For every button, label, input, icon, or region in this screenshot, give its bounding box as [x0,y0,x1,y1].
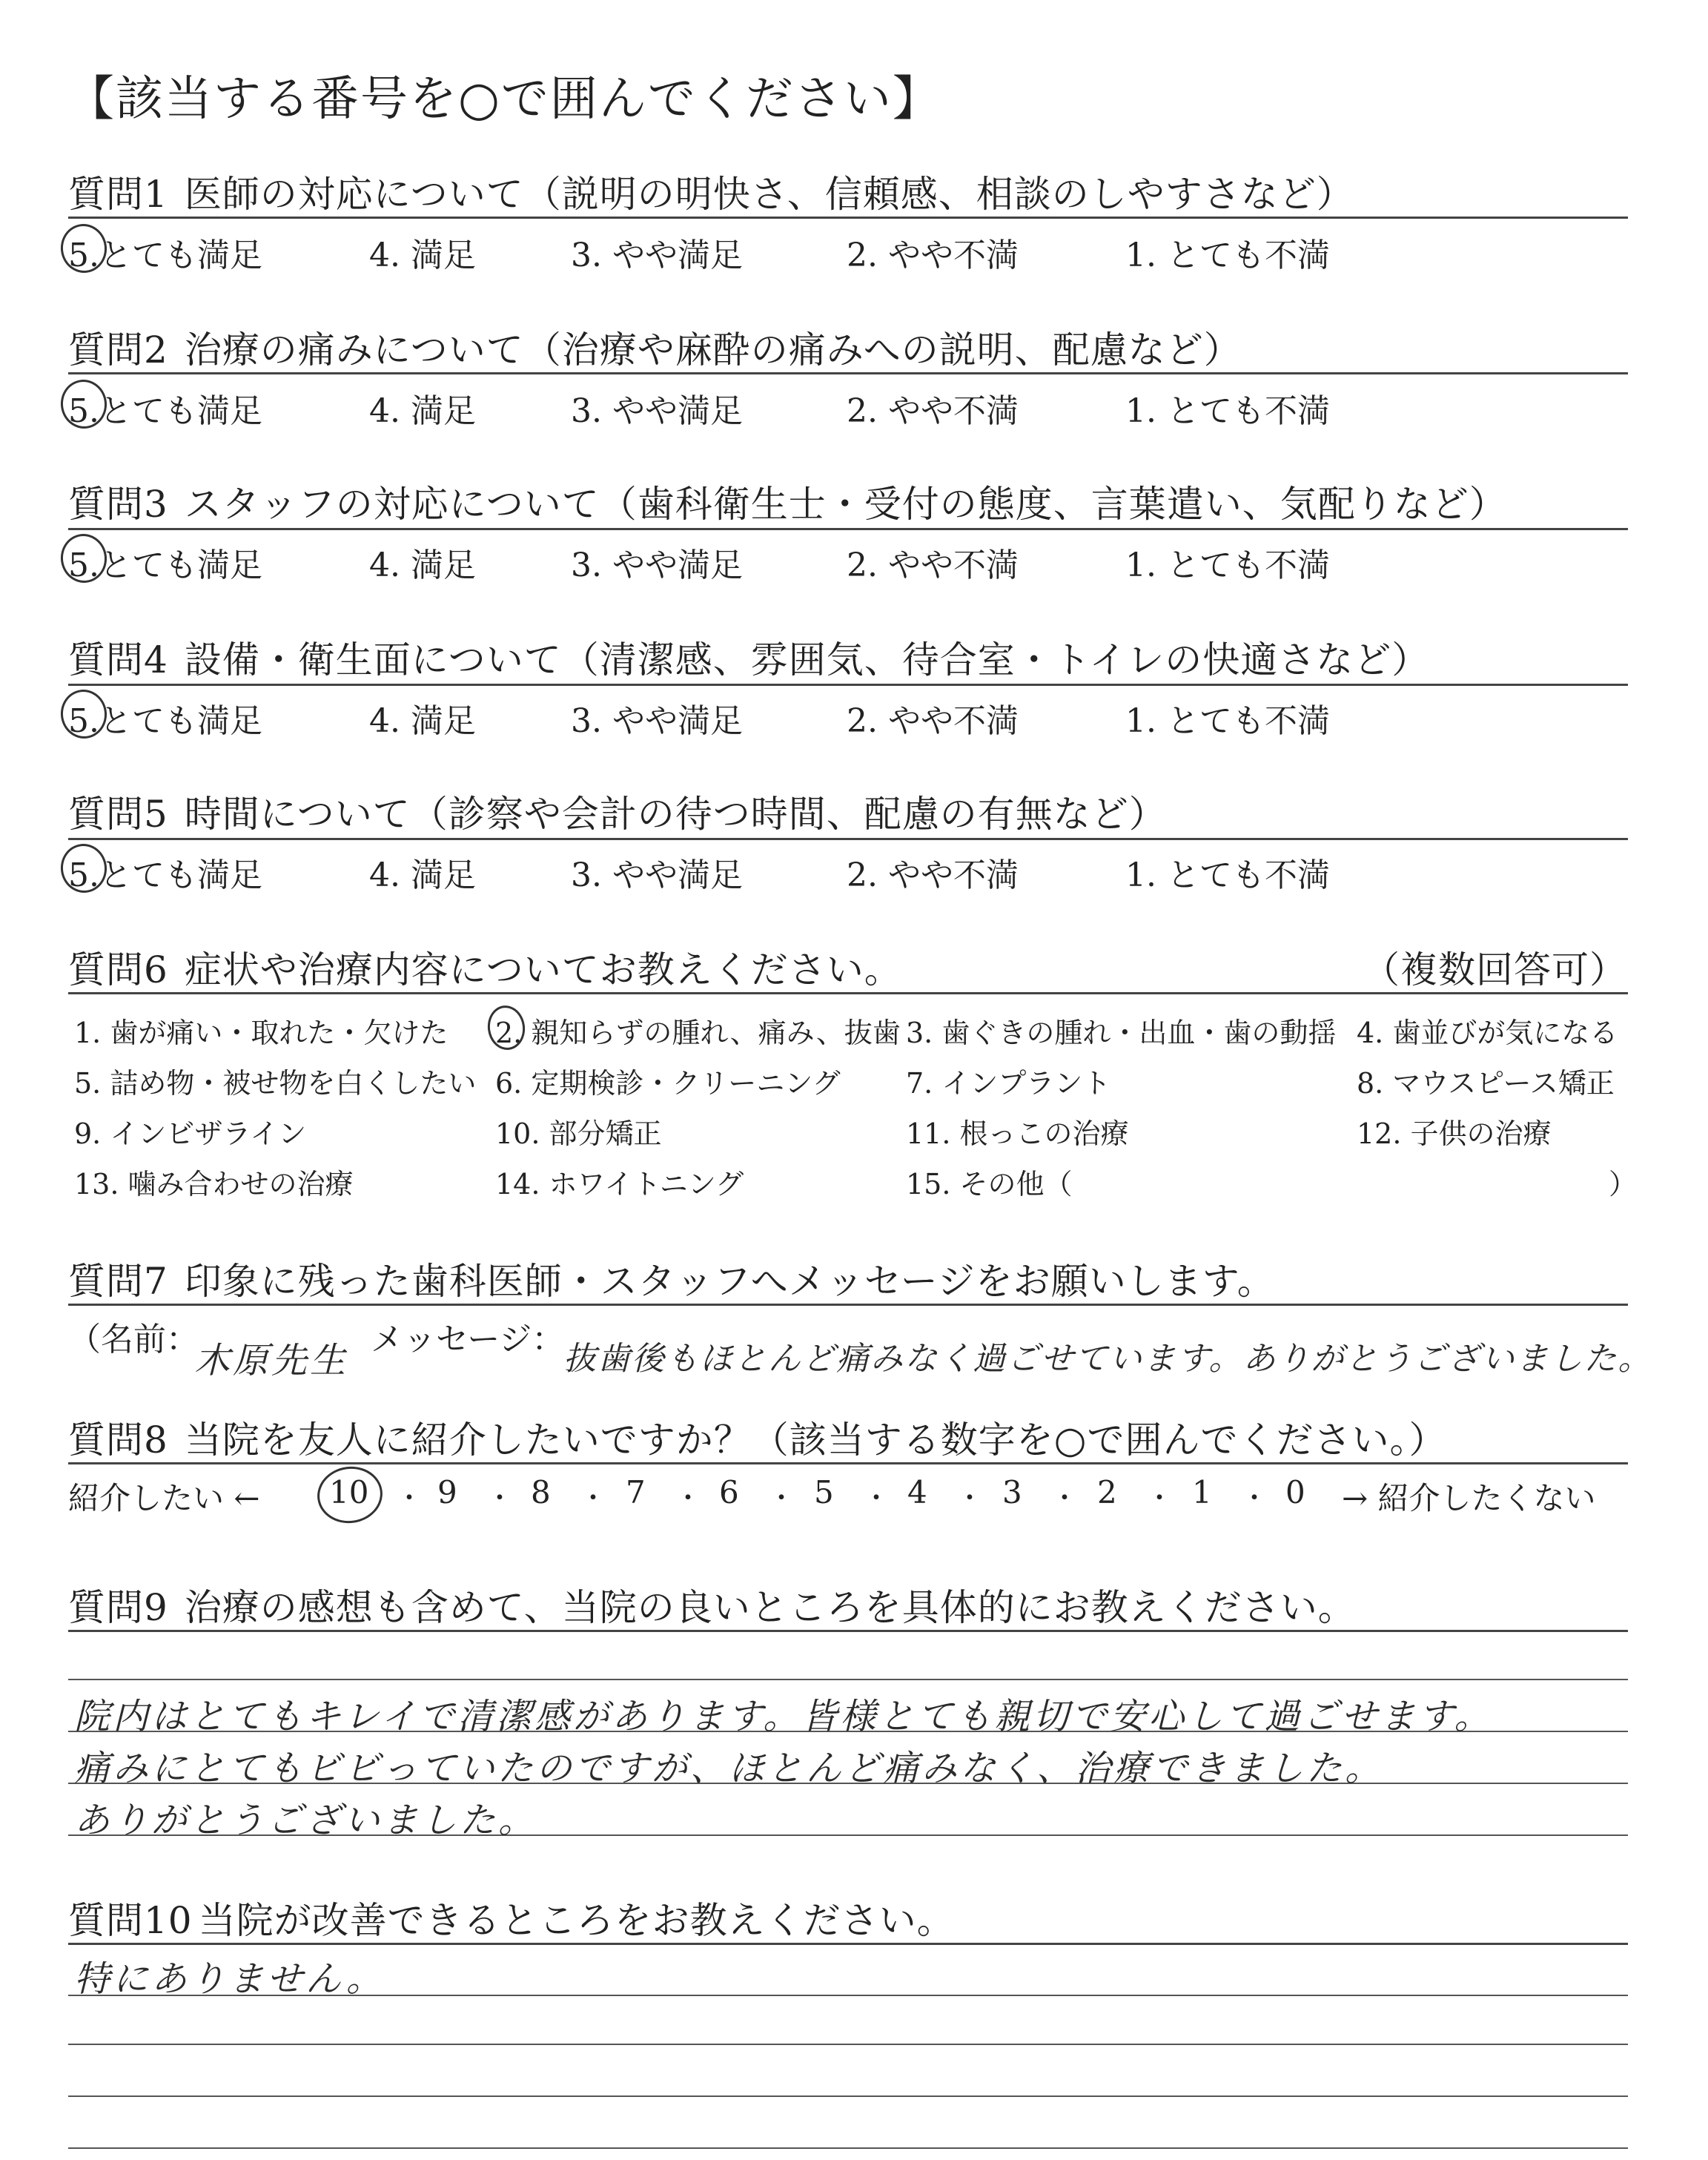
q2-option-1[interactable]: 1. とても不満 [1125,392,1330,430]
question-3 [68,475,1507,528]
answer-line [68,2095,1628,2097]
question-2-rule [68,372,1628,374]
question-2-text: 治療の痛みについて（治療や麻酔の痛みへの説明、配慮など） [184,328,1242,371]
question-10 [68,1891,955,1944]
q1-option-1[interactable]: 1. とても不満 [1125,237,1330,274]
q3-option-2[interactable]: 2. やや不満 [847,546,1019,584]
q6-option-15[interactable]: 15. その他（ [906,1168,1073,1200]
question-4-rule [68,684,1628,686]
answer-line [68,1995,1628,1996]
q6-option-7[interactable]: 7. インプラント [906,1067,1111,1100]
q8-scale-9[interactable]: 9 [437,1474,457,1510]
q8-separator: ・ [1241,1483,1268,1513]
question-5-label: 質問5 [68,793,168,836]
q2-option-3[interactable]: 3. やや満足 [571,392,743,430]
question-1-rule [68,217,1628,219]
q4-option-3[interactable]: 3. やや満足 [571,702,743,740]
question-4-text: 設備・衛生面について（清潔感、雰囲気、待合室・トイレの快適さなど） [184,638,1430,681]
q8-separator: ・ [863,1483,890,1513]
question-8-label: 質問8 [68,1418,168,1462]
q8-separator: ・ [396,1483,423,1513]
question-7-text: 印象に残った歯科医師・スタッフへメッセージをお願いします。 [184,1260,1275,1303]
q8-scale-2[interactable]: 2 [1097,1474,1117,1510]
answer-line [68,2147,1628,2149]
question-6 [68,940,902,994]
q9-answer-line-2[interactable]: 痛みにとてもビビっていたのですが、ほとんど痛みなく、治療できました。 [74,1748,1384,1789]
q7-message-value[interactable]: 抜歯後もほとんど痛みなく過ごせています。ありがとうございました。 [563,1340,1652,1378]
q7-name-label: （名前： [68,1321,199,1358]
question-2-label: 質問2 [68,328,168,371]
q6-option-9[interactable]: 9. インビザライン [74,1117,307,1150]
q4-option-4[interactable]: 4. 満足 [369,702,476,740]
q6-option-2[interactable]: 2. 親知らずの腫れ、痛み、抜歯 [495,1017,901,1049]
instructions-header: 【該当する番号を○で囲んでください】 [67,72,941,127]
q8-separator: ・ [1051,1483,1079,1513]
question-7-label: 質問7 [68,1260,168,1303]
question-8-text: 当院を友人に紹介したいですか？（該当する数字を○で囲んでください。） [184,1418,1447,1462]
q8-scale-8[interactable]: 8 [531,1474,551,1510]
q5-option-1[interactable]: 1. とても不満 [1125,856,1330,894]
question-7-rule [68,1304,1628,1306]
question-9-label: 質問9 [68,1586,168,1629]
q1-option-5[interactable]: 5.とても満足 [68,237,262,274]
question-1-label: 質問1 [68,173,168,216]
q5-option-5[interactable]: 5.とても満足 [68,856,262,894]
q6-option-15-close: ） [1609,1168,1638,1200]
q5-option-3[interactable]: 3. やや満足 [571,856,743,894]
question-10-label: 質問10 [68,1899,193,1942]
q6-option-4[interactable]: 4. 歯並びが気になる [1357,1017,1618,1049]
q8-separator: ・ [956,1483,984,1513]
question-9 [68,1578,1356,1631]
q3-option-1[interactable]: 1. とても不満 [1125,546,1330,584]
q8-right-label: → 紹介したくない [1342,1480,1596,1516]
q8-left-label: 紹介したい ← [68,1480,260,1516]
q8-scale-1[interactable]: 1 [1192,1474,1212,1510]
question-6-note: （複数回答可） [1363,948,1627,991]
question-3-rule [68,528,1628,530]
question-5-text: 時間について（診察や会計の待つ時間、配慮の有無など） [184,793,1167,836]
q8-scale-5[interactable]: 5 [814,1474,834,1510]
q2-option-4[interactable]: 4. 満足 [369,392,476,430]
q6-option-6[interactable]: 6. 定期検診・クリーニング [495,1067,841,1100]
question-3-text: スタッフの対応について（歯科衛生士・受付の態度、言葉遣い、気配りなど） [184,483,1507,526]
question-6-rule [68,992,1628,994]
q7-name-value[interactable]: 木原先生 [194,1340,349,1381]
q4-option-1[interactable]: 1. とても不満 [1125,702,1330,740]
q3-option-5[interactable]: 5.とても満足 [68,546,262,584]
q7-message-label: メッセージ： [371,1321,565,1358]
q2-option-5[interactable]: 5.とても満足 [68,392,262,430]
q1-option-4[interactable]: 4. 満足 [369,237,476,274]
q8-scale-3[interactable]: 3 [1002,1474,1022,1510]
q8-scale-0[interactable]: 0 [1285,1474,1305,1510]
q6-option-8[interactable]: 8. マウスピース矯正 [1357,1067,1615,1100]
q3-option-3[interactable]: 3. やや満足 [571,546,743,584]
q10-answer-line-1[interactable]: 特にありません。 [74,1958,385,2000]
q1-option-2[interactable]: 2. やや不満 [847,237,1019,274]
q8-scale-7[interactable]: 7 [626,1474,646,1510]
question-5-rule [68,838,1628,840]
q9-answer-line-3[interactable]: ありがとうございました。 [74,1800,537,1841]
q8-separator: ・ [768,1483,795,1513]
answer-line [68,2044,1628,2045]
q8-separator: ・ [486,1483,514,1513]
q6-option-12[interactable]: 12. 子供の治療 [1357,1117,1552,1150]
question-6-text: 症状や治療内容についてお教えください。 [184,948,902,991]
question-8 [68,1410,1446,1464]
q6-option-1[interactable]: 1. 歯が痛い・取れた・欠けた [74,1017,448,1049]
q6-option-13[interactable]: 13. 噛み合わせの治療 [74,1168,354,1200]
q6-option-5[interactable]: 5. 詰め物・被せ物を白くしたい [74,1067,477,1100]
question-4 [68,630,1429,684]
q6-option-3[interactable]: 3. 歯ぐきの腫れ・出血・歯の動揺 [906,1017,1337,1049]
q6-option-14[interactable]: 14. ホワイトニング [495,1168,744,1200]
q8-separator: ・ [675,1483,702,1513]
q8-separator: ・ [580,1483,607,1513]
question-5 [68,785,1167,838]
question-1-text: 医師の対応について（説明の明快さ、信頼感、相談のしやすさなど） [184,173,1354,216]
q4-option-2[interactable]: 2. やや不満 [847,702,1019,740]
question-2 [68,320,1242,374]
q8-separator: ・ [1146,1483,1174,1513]
question-10-text: 当院が改善できるところをお教えください。 [198,1899,955,1942]
q2-option-2[interactable]: 2. やや不満 [847,392,1019,430]
q4-option-5[interactable]: 5.とても満足 [68,702,262,740]
question-8-rule [68,1462,1628,1464]
q3-option-4[interactable]: 4. 満足 [369,546,476,584]
q8-scale-4[interactable]: 4 [907,1474,927,1510]
q8-scale-10[interactable]: 10 [329,1474,369,1510]
q1-option-3[interactable]: 3. やや満足 [571,237,743,274]
q9-answer-line-1[interactable]: 院内はとてもキレイで清潔感があります。皆様とても親切で安心して過ごせます。 [74,1696,1493,1737]
q8-scale-6[interactable]: 6 [719,1474,739,1510]
question-1 [68,165,1354,218]
question-10-rule [68,1943,1628,1945]
q5-option-2[interactable]: 2. やや不満 [847,856,1019,894]
question-4-label: 質問4 [68,638,168,681]
question-3-label: 質問3 [68,483,168,526]
answer-line [68,1679,1628,1680]
q5-option-4[interactable]: 4. 満足 [369,856,476,894]
q6-option-10[interactable]: 10. 部分矯正 [495,1117,662,1150]
question-9-text: 治療の感想も含めて、当院の良いところを具体的にお教えください。 [184,1586,1356,1629]
q8-selected-circle [314,1462,386,1527]
question-6-label: 質問6 [68,948,168,991]
q6-option-11[interactable]: 11. 根っこの治療 [906,1117,1129,1150]
question-9-rule [68,1630,1628,1632]
question-7 [68,1252,1275,1305]
